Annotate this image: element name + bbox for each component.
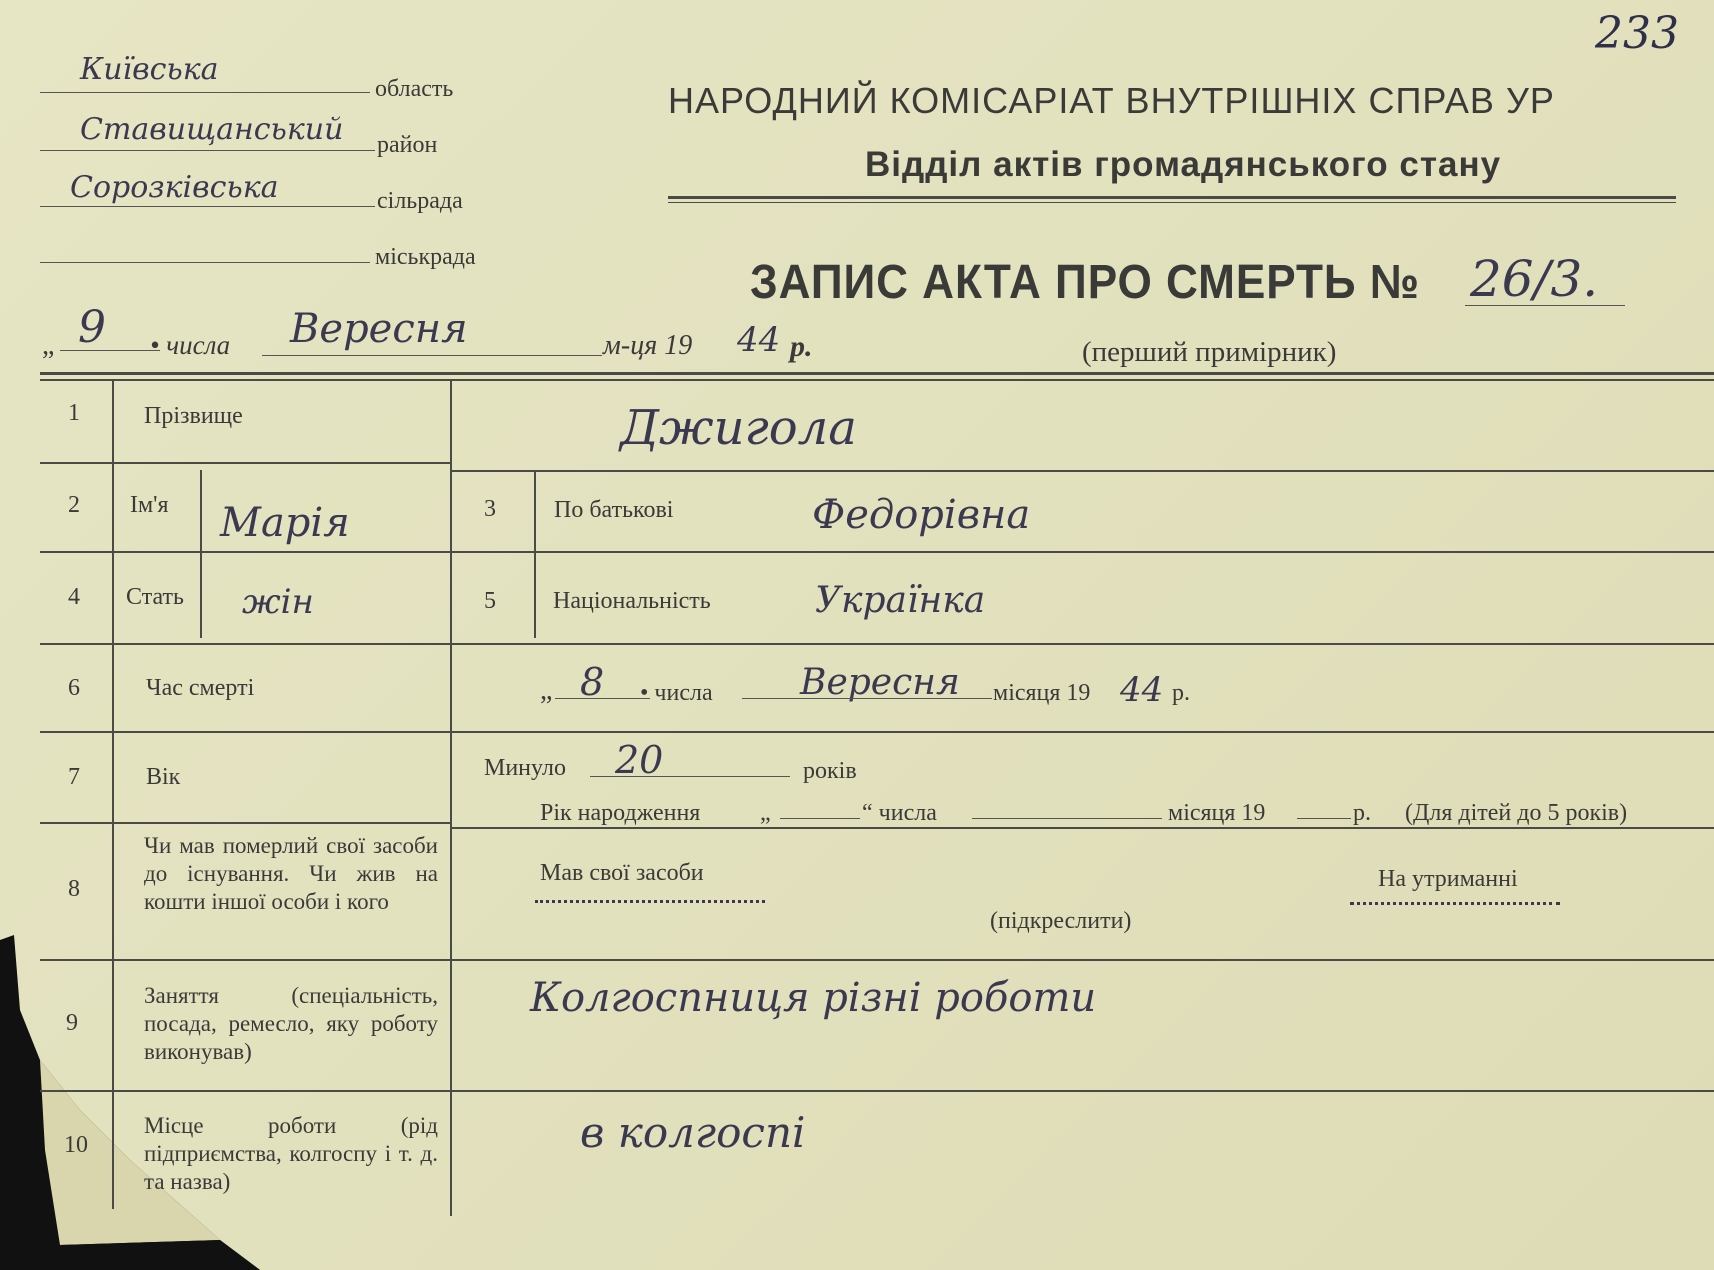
header-line2: Відділ актів громадянського стану [865, 145, 1502, 184]
row2-label: Ім'я [130, 492, 169, 518]
row5-number: 5 [484, 588, 496, 614]
row3-label: По батькові [554, 497, 674, 523]
row7-number: 7 [68, 764, 80, 790]
death-day: 8 [580, 660, 605, 704]
dependent-label: На утриманні [1378, 866, 1518, 892]
birth-quote-open: „ [760, 800, 771, 826]
record-title: ЗАПИС АКТА ПРО СМЕРТЬ № [750, 256, 1420, 309]
birth-year-label: р. [1353, 800, 1371, 826]
row5-label: Національність [553, 588, 711, 614]
death-open-quote: „ [540, 675, 553, 706]
row6-label: Час смерті [146, 675, 255, 701]
miskrada-label: міськрада [375, 244, 476, 270]
row6-number: 6 [68, 675, 80, 701]
patronymic-value: Федорівна [812, 492, 1031, 538]
row10-number: 10 [64, 1132, 88, 1158]
age-passed-label: Минуло [484, 755, 566, 781]
row1-number: 1 [68, 400, 80, 426]
date-day-label: • числа [150, 330, 231, 360]
birth-month-label: місяця 19 [1168, 800, 1266, 826]
row10-label: Місце роботи (рід підприємства, колгоспу і т. д. та назва) [144, 1113, 438, 1194]
row8-number: 8 [68, 876, 80, 902]
birth-label: Рік народження [540, 800, 701, 826]
date-month: Вересня [290, 306, 468, 352]
surname-value: Джигола [620, 400, 857, 456]
years-label: років [803, 758, 857, 784]
silrada-label: сільрада [377, 188, 463, 214]
row7-label: Вік [146, 764, 181, 790]
row9-label: Заняття (спеціальність, посада, ремесло, яку роботу виконував) [144, 983, 438, 1064]
first-name-value: Марія [220, 500, 350, 546]
date-year-label: р. [790, 330, 813, 363]
record-number: 26/3. [1470, 250, 1599, 308]
death-month-label: місяця 19 [993, 680, 1091, 706]
page-number: 233 [1595, 8, 1679, 59]
death-month: Вересня [800, 662, 960, 703]
death-year-label: р. [1172, 680, 1190, 706]
row1-label: Прізвище [144, 403, 243, 429]
copy-note: (перший примірник) [1082, 336, 1337, 368]
oblast-value: Київська [80, 52, 219, 87]
date-open-quote: „ [42, 330, 55, 361]
sex-value: жін [242, 582, 314, 622]
row8-label: Чи мав померлий свої засоби до існування. Чи жив на кошти іншої особи і кого [144, 833, 438, 914]
row9-number: 9 [66, 1010, 78, 1036]
silrada-value: Сорозківська [70, 170, 279, 205]
workplace-value: в колгоспі [580, 1108, 806, 1157]
oblast-label: область [375, 76, 454, 102]
raion-value: Ставищанський [80, 112, 344, 147]
children-note: (Для дітей до 5 років) [1405, 800, 1628, 826]
own-means-label: Мав свої засоби [540, 860, 704, 886]
death-day-label: • числа [640, 680, 713, 706]
header-line1: НАРОДНИЙ КОМІСАРІАТ ВНУТРІШНІХ СПРАВ УР [668, 80, 1555, 121]
date-day: 9 [78, 302, 106, 353]
date-month-label: м-ця 19 [603, 330, 693, 361]
age-value: 20 [615, 738, 664, 782]
date-year: 44 [737, 320, 781, 360]
death-year: 44 [1120, 670, 1164, 710]
row2-number: 2 [68, 492, 80, 518]
row3-number: 3 [484, 496, 496, 522]
birth-day-label: “ числа [862, 800, 937, 826]
underline-note: (підкреслити) [990, 908, 1132, 934]
occupation-value: Колгоспниця різні роботи [530, 975, 1097, 1021]
raion-label: район [377, 132, 438, 158]
row4-label: Стать [126, 584, 184, 610]
row4-number: 4 [68, 584, 80, 610]
nationality-value: Українка [815, 580, 986, 621]
